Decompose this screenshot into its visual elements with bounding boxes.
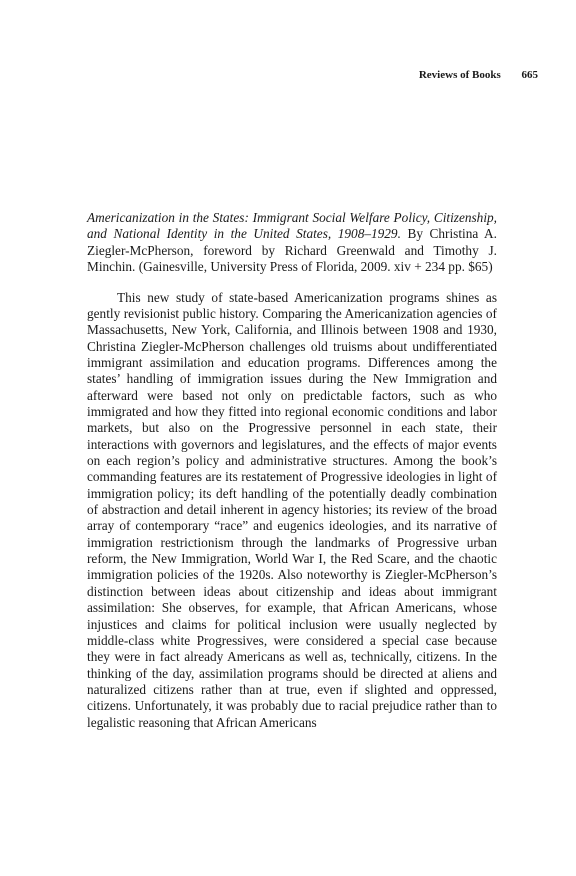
page-number: 665 xyxy=(521,69,538,81)
running-head xyxy=(419,69,538,81)
review-body: This new study of state-based Americanization programs shines as gently revisionist public history. Comparing the Americanization agencies of Massachusetts, New York, California, and Illinois between 1908 and 1930, Christina Ziegler-McPherson challenges old truisms about undifferentiated immigrant assimilation and education programs. Differences among the states’ handling of immigration issues during the New Immigration and afterward were based not only on predictable factors, such as who immigrated and how they fitted into regional economic conditions and labor markets, but also on the Progressive personnel in each state, their interactions with governors and legislatures, and the effects of major events on each region’s policy and administrative structures. Among the book’s commanding features are its restatement of Progressive ideologies in light of immigration policy; its deft handling of the potentially deadly combination of abstraction and detail inherent in agency histories; its review of the broad array of contemporary “race” and eugenics ideologies, and its narrative of immigration restrictionism through the landmarks of Progressive urban reform, the New Immigration, World War I, the Red Scare, and the chaotic immigration policies of the 1920s. Also noteworthy is Ziegler-McPherson’s distinction between ideas about citizenship and ideas about immigrant assimilation: She observes, for example, that African Americans, whose injustices and claims for political inclusion were usually neglected by middle-class white Progressives, were considered a special case because they were in fact already Americans as well as, technically, citizens. In the thinking of the day, assimilation programs should be directed at aliens and naturalized citizens rather than at true, even if slighted and oppressed, citizens. Unfortunately, it was probably due to racial prejudice rather than to legalistic reasoning that African Americans xyxy=(87,289,497,730)
section-title: Reviews of Books xyxy=(418,69,501,81)
book-citation-details: By Christina A. Ziegler-McPherson, foreword by Richard Greenwald and Timothy J. Minchin. (Gainesville, University Press of Florida, 2009. xiv + 234 pp. $65) xyxy=(87,226,497,275)
book-review xyxy=(87,210,497,731)
book-title: Americanization in the States: Immigrant Social Welfare Policy, Citizenship, and National Identity in the United States, 1908–1929. xyxy=(87,210,497,242)
review-citation xyxy=(87,210,497,276)
